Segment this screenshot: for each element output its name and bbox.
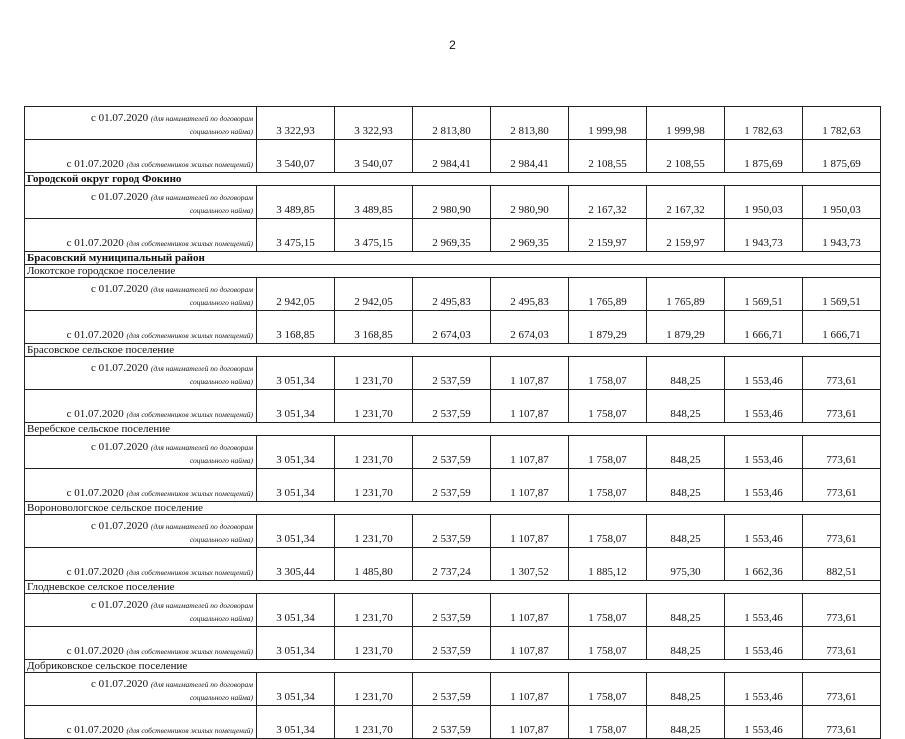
tariff-value-cell: 1 231,70 <box>335 673 413 706</box>
tariff-value-cell: 2 108,55 <box>647 140 725 173</box>
owners-tariff-row <box>25 706 881 739</box>
tariff-value-cell: 3 489,85 <box>335 186 413 219</box>
tariff-value-cell: 848,25 <box>647 673 725 706</box>
tariff-value-cell: 1 107,87 <box>491 469 569 502</box>
tariff-value-cell: 1 879,29 <box>647 311 725 344</box>
settlement-header-row <box>25 423 881 436</box>
tariff-value-cell: 1 666,71 <box>803 311 881 344</box>
section-title: Локотское городское поселение <box>25 265 881 278</box>
settlement-header-row <box>25 502 881 515</box>
tariff-value-cell: 1 758,07 <box>569 673 647 706</box>
tariff-value-cell: 1 231,70 <box>335 594 413 627</box>
tariff-value-cell: 1 999,98 <box>647 107 725 140</box>
tariff-value-cell: 3 051,34 <box>257 469 335 502</box>
period-date: с 01.07.2020 <box>66 408 124 420</box>
period-label <box>25 706 257 739</box>
tariff-value-cell: 2 980,90 <box>491 186 569 219</box>
period-note-line2: социального найма) <box>189 298 253 307</box>
tariff-value-cell: 848,25 <box>647 357 725 390</box>
tariff-value-cell: 1 485,80 <box>335 548 413 581</box>
tariff-value-cell: 1 553,46 <box>725 627 803 660</box>
tariff-value-cell: 2 984,41 <box>413 140 491 173</box>
tariff-value-cell: 1 875,69 <box>803 140 881 173</box>
tenants-tariff-row <box>25 278 881 311</box>
period-label <box>25 594 257 627</box>
tariff-value-cell: 1 662,36 <box>725 548 803 581</box>
period-label <box>25 515 257 548</box>
tariff-value-cell: 773,61 <box>803 436 881 469</box>
tariff-value-cell: 1 107,87 <box>491 706 569 739</box>
period-label <box>25 357 257 390</box>
tariff-value-cell: 1 231,70 <box>335 515 413 548</box>
tariff-value-cell: 848,25 <box>647 594 725 627</box>
period-note-line2: социального найма) <box>189 693 253 702</box>
period-label <box>25 627 257 660</box>
period-label <box>25 107 257 140</box>
owners-tariff-row <box>25 140 881 173</box>
period-label <box>25 469 257 502</box>
tariff-value-cell: 1 758,07 <box>569 436 647 469</box>
period-date: с 01.07.2020 <box>90 283 149 295</box>
tenants-tariff-row <box>25 186 881 219</box>
period-label <box>25 278 257 311</box>
period-date: с 01.07.2020 <box>66 566 124 578</box>
tariff-value-cell: 3 489,85 <box>257 186 335 219</box>
tariff-value-cell: 1 553,46 <box>725 515 803 548</box>
tariff-value-cell: 2 984,41 <box>491 140 569 173</box>
tariff-value-cell: 3 051,34 <box>257 673 335 706</box>
tariff-value-cell: 1 107,87 <box>491 673 569 706</box>
district-header-row <box>25 173 881 186</box>
tariff-value-cell: 3 168,85 <box>335 311 413 344</box>
period-date: с 01.07.2020 <box>66 724 124 736</box>
tariff-value-cell: 2 167,32 <box>647 186 725 219</box>
tariff-value-cell: 773,61 <box>803 673 881 706</box>
settlement-header-row <box>25 265 881 278</box>
tariff-value-cell: 2 537,59 <box>413 515 491 548</box>
period-date: с 01.07.2020 <box>66 237 124 249</box>
section-title: Глодневское селское поселение <box>25 581 881 594</box>
tariff-value-cell: 1 553,46 <box>725 357 803 390</box>
tariff-value-cell: 3 475,15 <box>335 219 413 252</box>
section-title: Веребское сельское поселение <box>25 423 881 436</box>
tariff-value-cell: 1 885,12 <box>569 548 647 581</box>
period-date: с 01.07.2020 <box>90 362 149 374</box>
period-label <box>25 186 257 219</box>
period-note: (для собственников жилых помещений) <box>126 489 253 498</box>
owners-tariff-row <box>25 219 881 252</box>
tariff-value-cell: 1 950,03 <box>803 186 881 219</box>
tariff-value-cell: 2 674,03 <box>491 311 569 344</box>
tariff-value-cell: 2 537,59 <box>413 673 491 706</box>
tariff-value-cell: 1 782,63 <box>803 107 881 140</box>
owners-tariff-row <box>25 548 881 581</box>
tariff-value-cell: 848,25 <box>647 469 725 502</box>
tariff-value-cell: 2 969,35 <box>413 219 491 252</box>
tariff-value-cell: 3 051,34 <box>257 627 335 660</box>
tariff-value-cell: 1 231,70 <box>335 390 413 423</box>
period-date: с 01.07.2020 <box>90 112 149 124</box>
period-note-line1: (для нанимателей по договорам <box>150 443 253 452</box>
period-note-line2: социального найма) <box>189 127 253 136</box>
tariff-value-cell: 2 537,59 <box>413 594 491 627</box>
section-title: Вороновологское сельское поселение <box>25 502 881 515</box>
tariff-value-cell: 3 051,34 <box>257 706 335 739</box>
section-title: Городской округ город Фокино <box>25 173 881 186</box>
tariff-value-cell: 2 167,32 <box>569 186 647 219</box>
tariff-table-body <box>25 107 881 739</box>
tariff-value-cell: 1 231,70 <box>335 357 413 390</box>
tariff-value-cell: 1 758,07 <box>569 627 647 660</box>
tariff-value-cell: 2 674,03 <box>413 311 491 344</box>
tariff-value-cell: 1 758,07 <box>569 469 647 502</box>
owners-tariff-row <box>25 311 881 344</box>
tariff-value-cell: 1 950,03 <box>725 186 803 219</box>
period-note-line1: (для нанимателей по договорам <box>150 193 253 202</box>
tenants-tariff-row <box>25 515 881 548</box>
period-note: (для собственников жилых помещений) <box>126 239 253 248</box>
tariff-value-cell: 2 159,97 <box>569 219 647 252</box>
tariff-value-cell: 1 307,52 <box>491 548 569 581</box>
tariff-value-cell: 1 553,46 <box>725 390 803 423</box>
tariff-value-cell: 3 322,93 <box>257 107 335 140</box>
tariff-value-cell: 773,61 <box>803 469 881 502</box>
tenants-tariff-row <box>25 673 881 706</box>
tariff-value-cell: 1 758,07 <box>569 594 647 627</box>
tariff-value-cell: 1 553,46 <box>725 594 803 627</box>
tariff-value-cell: 1 231,70 <box>335 706 413 739</box>
settlement-header-row <box>25 344 881 357</box>
tariff-value-cell: 1 107,87 <box>491 594 569 627</box>
period-date: с 01.07.2020 <box>90 191 149 203</box>
tariff-value-cell: 3 322,93 <box>335 107 413 140</box>
district-header-row <box>25 252 881 265</box>
tariff-value-cell: 3 540,07 <box>335 140 413 173</box>
tariff-value-cell: 1 765,89 <box>569 278 647 311</box>
period-label <box>25 390 257 423</box>
tariff-value-cell: 773,61 <box>803 706 881 739</box>
period-note: (для собственников жилых помещений) <box>126 160 253 169</box>
tariff-value-cell: 1 553,46 <box>725 436 803 469</box>
period-date: с 01.07.2020 <box>90 599 149 611</box>
tariff-value-cell: 3 051,34 <box>257 357 335 390</box>
tariff-value-cell: 3 051,34 <box>257 436 335 469</box>
tenants-tariff-row <box>25 436 881 469</box>
tenants-tariff-row <box>25 107 881 140</box>
tariff-value-cell: 3 168,85 <box>257 311 335 344</box>
tariff-value-cell: 1 666,71 <box>725 311 803 344</box>
tariff-value-cell: 1 231,70 <box>335 627 413 660</box>
period-note: (для собственников жилых помещений) <box>126 410 253 419</box>
period-note: (для собственников жилых помещений) <box>126 726 253 735</box>
tariff-value-cell: 2 537,59 <box>413 627 491 660</box>
tariff-value-cell: 3 305,44 <box>257 548 335 581</box>
period-note-line2: социального найма) <box>189 614 253 623</box>
owners-tariff-row <box>25 469 881 502</box>
period-note-line1: (для нанимателей по договорам <box>150 601 253 610</box>
tariff-value-cell: 2 737,24 <box>413 548 491 581</box>
tariff-value-cell: 1 943,73 <box>725 219 803 252</box>
period-date: с 01.07.2020 <box>66 158 124 170</box>
tenants-tariff-row <box>25 594 881 627</box>
tariff-value-cell: 2 159,97 <box>647 219 725 252</box>
tariff-value-cell: 1 569,51 <box>803 278 881 311</box>
tariff-value-cell: 1 231,70 <box>335 436 413 469</box>
tariff-value-cell: 1 107,87 <box>491 390 569 423</box>
tariff-value-cell: 3 540,07 <box>257 140 335 173</box>
section-title: Брасовское сельское поселение <box>25 344 881 357</box>
page-number: 2 <box>449 38 456 52</box>
tariff-value-cell: 1 782,63 <box>725 107 803 140</box>
tariff-value-cell: 2 537,59 <box>413 706 491 739</box>
period-note-line2: социального найма) <box>189 456 253 465</box>
tariff-value-cell: 1 231,70 <box>335 469 413 502</box>
tariff-value-cell: 3 051,34 <box>257 594 335 627</box>
tariff-value-cell: 1 758,07 <box>569 706 647 739</box>
tariff-value-cell: 1 107,87 <box>491 515 569 548</box>
tariff-value-cell: 1 553,46 <box>725 469 803 502</box>
tariff-value-cell: 2 108,55 <box>569 140 647 173</box>
tenants-tariff-row <box>25 357 881 390</box>
period-date: с 01.07.2020 <box>66 645 124 657</box>
tariff-value-cell: 2 495,83 <box>491 278 569 311</box>
section-title: Добриковское сельское поселение <box>25 660 881 673</box>
period-label <box>25 140 257 173</box>
period-note-line2: социального найма) <box>189 535 253 544</box>
owners-tariff-row <box>25 390 881 423</box>
section-title: Брасовский муниципальный район <box>25 252 881 265</box>
period-note-line1: (для нанимателей по договорам <box>150 680 253 689</box>
tariff-value-cell: 2 969,35 <box>491 219 569 252</box>
period-date: с 01.07.2020 <box>66 487 124 499</box>
tariff-value-cell: 3 051,34 <box>257 515 335 548</box>
tariff-value-cell: 2 495,83 <box>413 278 491 311</box>
tariff-value-cell: 1 758,07 <box>569 357 647 390</box>
tariff-value-cell: 773,61 <box>803 390 881 423</box>
tariff-value-cell: 773,61 <box>803 627 881 660</box>
tariff-value-cell: 848,25 <box>647 390 725 423</box>
tariff-value-cell: 2 942,05 <box>335 278 413 311</box>
tariff-value-cell: 848,25 <box>647 706 725 739</box>
period-note: (для собственников жилых помещений) <box>126 647 253 656</box>
tariff-value-cell: 773,61 <box>803 594 881 627</box>
tariff-value-cell: 1 758,07 <box>569 390 647 423</box>
tariff-table <box>24 106 881 739</box>
period-date: с 01.07.2020 <box>90 441 149 453</box>
tariff-value-cell: 2 813,80 <box>413 107 491 140</box>
tariff-value-cell: 2 980,90 <box>413 186 491 219</box>
settlement-header-row <box>25 660 881 673</box>
period-note-line1: (для нанимателей по договорам <box>150 114 253 123</box>
settlement-header-row <box>25 581 881 594</box>
period-note: (для собственников жилых помещений) <box>126 568 253 577</box>
period-date: с 01.07.2020 <box>90 520 149 532</box>
tariff-value-cell: 2 537,59 <box>413 436 491 469</box>
tariff-value-cell: 1 107,87 <box>491 627 569 660</box>
period-note-line1: (для нанимателей по договорам <box>150 522 253 531</box>
period-note-line1: (для нанимателей по договорам <box>150 285 253 294</box>
period-label <box>25 311 257 344</box>
tariff-value-cell: 1 875,69 <box>725 140 803 173</box>
period-label <box>25 548 257 581</box>
period-label <box>25 219 257 252</box>
tariff-value-cell: 1 879,29 <box>569 311 647 344</box>
tariff-value-cell: 2 537,59 <box>413 469 491 502</box>
tariff-value-cell: 2 942,05 <box>257 278 335 311</box>
period-date: с 01.07.2020 <box>90 678 149 690</box>
period-date: с 01.07.2020 <box>66 329 124 341</box>
owners-tariff-row <box>25 627 881 660</box>
tariff-value-cell: 1 765,89 <box>647 278 725 311</box>
tariff-value-cell: 1 553,46 <box>725 706 803 739</box>
period-label <box>25 673 257 706</box>
tariff-value-cell: 3 475,15 <box>257 219 335 252</box>
period-label <box>25 436 257 469</box>
period-note-line2: социального найма) <box>189 206 253 215</box>
tariff-value-cell: 2 813,80 <box>491 107 569 140</box>
tariff-value-cell: 848,25 <box>647 436 725 469</box>
tariff-value-cell: 1 107,87 <box>491 436 569 469</box>
tariff-value-cell: 975,30 <box>647 548 725 581</box>
period-note-line2: социального найма) <box>189 377 253 386</box>
tariff-value-cell: 1 569,51 <box>725 278 803 311</box>
tariff-value-cell: 3 051,34 <box>257 390 335 423</box>
tariff-value-cell: 2 537,59 <box>413 357 491 390</box>
tariff-value-cell: 1 943,73 <box>803 219 881 252</box>
tariff-value-cell: 773,61 <box>803 357 881 390</box>
tariff-value-cell: 1 107,87 <box>491 357 569 390</box>
tariff-value-cell: 2 537,59 <box>413 390 491 423</box>
tariff-value-cell: 848,25 <box>647 627 725 660</box>
period-note-line1: (для нанимателей по договорам <box>150 364 253 373</box>
tariff-value-cell: 882,51 <box>803 548 881 581</box>
tariff-value-cell: 1 999,98 <box>569 107 647 140</box>
period-note: (для собственников жилых помещений) <box>126 331 253 340</box>
tariff-value-cell: 1 758,07 <box>569 515 647 548</box>
tariff-value-cell: 848,25 <box>647 515 725 548</box>
tariff-value-cell: 773,61 <box>803 515 881 548</box>
tariff-value-cell: 1 553,46 <box>725 673 803 706</box>
